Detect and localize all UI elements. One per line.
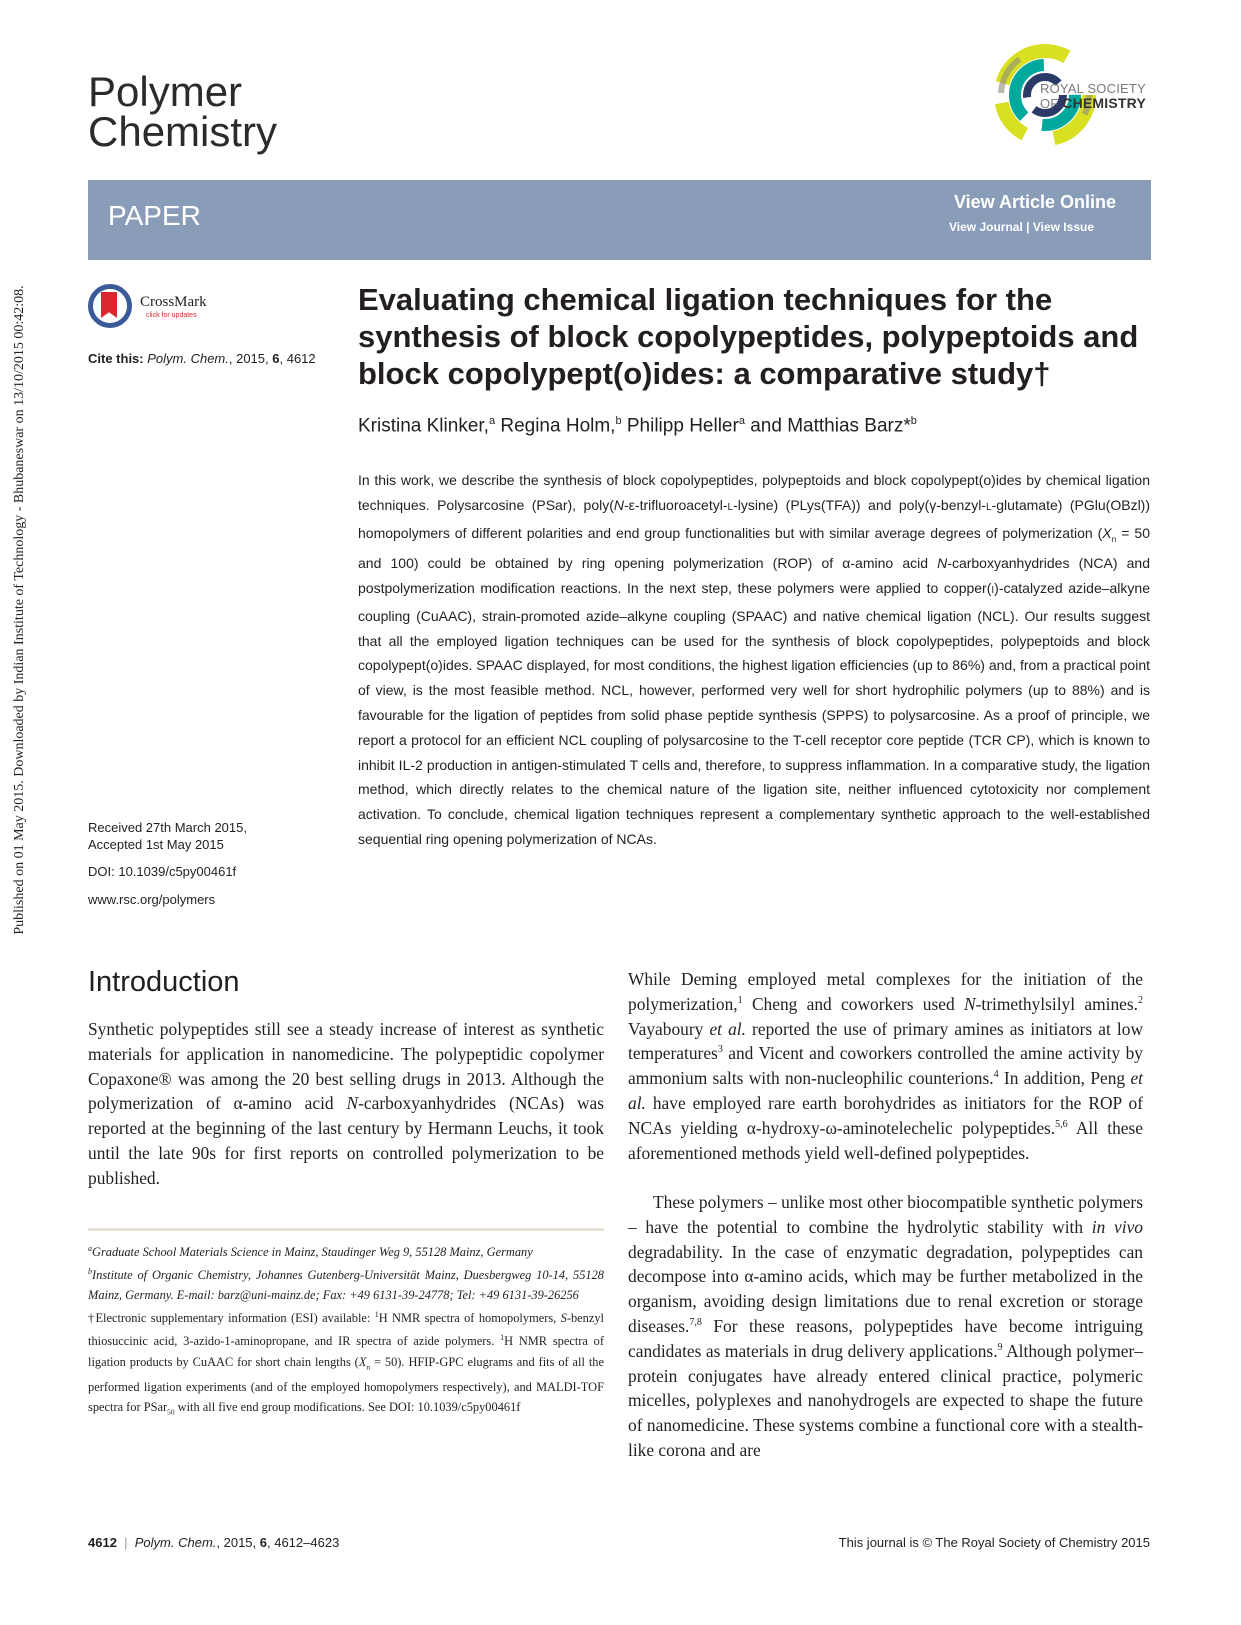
view-journal-link[interactable]: View Journal bbox=[949, 220, 1023, 234]
reference-link[interactable]: 3 bbox=[717, 1044, 723, 1056]
reference-link[interactable]: 7,8 bbox=[689, 1317, 702, 1329]
cite-volume: 6 bbox=[272, 351, 280, 366]
journal-website-link[interactable]: www.rsc.org/polymers bbox=[88, 892, 216, 907]
download-stamp bbox=[0, 0, 36, 1000]
page-number: 4612 bbox=[88, 1535, 117, 1550]
author-name: Kristina Klinker, bbox=[358, 415, 489, 437]
author-affiliation: b bbox=[910, 415, 917, 427]
reference-link[interactable]: 9 bbox=[997, 1341, 1003, 1353]
author-list bbox=[358, 415, 917, 437]
view-article-online-link[interactable]: View Article Online bbox=[953, 192, 1116, 212]
rsc-logo bbox=[990, 40, 1160, 150]
crossmark-badge[interactable] bbox=[88, 284, 238, 334]
cite-journal: Polym. Chem. bbox=[147, 351, 229, 366]
footnotes bbox=[88, 1239, 604, 1422]
author-affiliation: b bbox=[615, 415, 622, 427]
author-name: Philipp Heller bbox=[621, 415, 739, 437]
download-stamp-text: Published on 01 May 2015. Downloaded by Indian Institute of Technology - Bhubaneswar on 13/10/2015 00:42:08. bbox=[12, 285, 27, 935]
rsc-wordmark-line1: ROYAL SOCIETY bbox=[1040, 81, 1146, 96]
citation: Cite this: Polym. Chem., 2015, 6, 4612 bbox=[88, 351, 316, 366]
doi[interactable]: DOI: 10.1039/c5py00461f bbox=[88, 864, 237, 879]
received-date: Received 27th March 2015, bbox=[88, 820, 247, 835]
footnote-affiliation-b: $^b$Institute of Organic Chemistry, Johannes Gutenberg-Universität Mainz, Duesbergweg 10-14, 55128 Mainz, Germany. E-mail: barz@uni-mainz.de; Fax: +49 6131-39-24778; Tel: +49 6131-39-26256 bbox=[88, 1267, 604, 1303]
footnote-esi: †Electronic supplementary information (ESI) available: $^1$H NMR spectra of homopolymers, S-benzyl thiosuccinic acid, 3-azido-1-aminopropane, and IR spectra of azide polymers. $^1$H NMR spectra of ligation products by CuAAC for short chain lengths $(X_n = 50)$. HFIP-GPC elugrams and fits of all the performed ligation experiments (and of the employed homopolymers respectively), and MALDI-TOF spectra for PSar$_{50}$ with all five end group modifications. See DOI: 10.1039/c5py00461f bbox=[88, 1310, 604, 1417]
author-affiliation: a bbox=[738, 415, 745, 427]
view-links bbox=[949, 220, 1094, 234]
body-paragraph: While Deming employed metal complexes for the initiation of the polymerization,$^1$ Cheng and coworkers used N-trimethylsilyl amines.$^2$ Vayaboury et al. reported the use of primary amines as initiators at low temperatures$^3$ and Vicent and coworkers controlled the amine activity by ammonium salts with non-nucleophilic counterions.$^4$ In addition, Peng et al. have employed rare earth borohydrides as initiators for the ROP of NCAs yielding α-hydroxy-ω-aminotelechelic polypeptides.$^{5,6}$ All these aforementioned methods yield well-defined polypeptides. bbox=[628, 969, 1144, 1163]
view-issue-link[interactable]: View Issue bbox=[1032, 220, 1094, 234]
page-footer-left: 4612 | Polym. Chem., 2015, 6, 4612–4623 bbox=[88, 1535, 340, 1550]
abstract: In this work, we describe the synthesis of block copolypeptides, polypeptoids and block copolypept(o)ides by chemical ligation techniques. Polysarcosine (PSar), poly(N-ε-trifluoroacetyl-L-lysine) (PLys(TFA)) and poly(γ-benzyl-L-glutamate) (PGlu(OBzl)) homopolymers of different polarities and end group functionalities but with similar average degrees of polymerization ($X_n = 50$ and 100) could be obtained by ring opening polymerization (ROP) of α-amino acid N-carboxyanhydrides (NCA) and postpolymerization modification reactions. In the next step, these polymers were applied to copper(I)-catalyzed azide–alkyne coupling (CuAAC), strain-promoted azide–alkyne coupling (SPAAC) and native chemical ligation (NCL). Our results suggest that all the employed ligation techniques can be used for the synthesis of block copolypeptides, polypeptoids and block copolypept(o)ides. SPAAC displayed, for most conditions, the highest ligation efficiencies (up to 86%) and, from a practical point of view, is the most feasible method. NCL, however, performed very well for short hydrophilic polymers (up to 88%) and is favourable for the ligation of peptides from solid phase peptide synthesis (SPPS) to polysarcosine. As a proof of principle, we report a protocol for an efficient NCL coupling of polysarcosine to the T-cell receptor core peptide (TCR CP), which is known to inhibit IL-2 production in antigen-stimulated T cells and, therefore, to suppress inflammation. In a comparative study, the ligation method, which directly relates to the chemical nature of the ligation site, neither influenced cytotoxicity nor complement activation. To conclude, chemical ligation techniques represent a complementary synthetic approach to the well-established sequential ring opening polymerization of NCAs. bbox=[358, 472, 1151, 847]
reference-link[interactable]: 1 bbox=[737, 995, 743, 1006]
footnote-divider bbox=[88, 1228, 604, 1231]
page-footer-right: This journal is © The Royal Society of Chemistry 2015 bbox=[838, 1535, 1150, 1550]
author-name: Regina Holm, bbox=[495, 415, 616, 437]
article-type: PAPER bbox=[108, 200, 201, 231]
rsc-wordmark-line2: OF CHEMISTRY bbox=[1040, 95, 1146, 111]
reference-link[interactable]: 2 bbox=[1138, 995, 1143, 1006]
journal-title bbox=[88, 68, 278, 155]
crossmark-title: CrossMark bbox=[140, 294, 207, 310]
rsc-wordmark bbox=[1040, 82, 1146, 111]
view-links-separator: | bbox=[1022, 220, 1033, 234]
accepted-date: Accepted 1st May 2015 bbox=[88, 837, 224, 852]
author-affiliation: a bbox=[488, 415, 496, 427]
footnote-affiliation-a: $^a$Graduate School Materials Science in Mainz, Staudinger Weg 9, 55128 Mainz, Germany bbox=[88, 1244, 533, 1260]
article-banner bbox=[88, 180, 1151, 260]
author-name: and Matthias Barz* bbox=[744, 415, 911, 437]
body-paragraph: These polymers – unlike most other biocompatible synthetic polymers – have the potential to combine the hydrolytic stability with in vivo degradability. In the case of enzymatic degradation, polypeptides can decompose into α-amino acids, which may be further metabolized in the organism, avoiding design limitations due to renal excretion or storage diseases.$^{7,8}$ For these reasons, polypeptides have become intriguing candidates as materials in drug delivery applications.$^9$ Although polymer–protein conjugates have already entered clinical practice, polymeric micelles, polyplexes and nanohydrogels are expected to shape the future of nanomedicine. These systems combine a functional core with a stealth-like corona and are bbox=[628, 1192, 1143, 1460]
article-title: Evaluating chemical ligation techniques for the synthesis of block copolypeptides, polypeptoids and block copolypept(o)ides: a comparative study† bbox=[358, 282, 1139, 391]
body-paragraph: Synthetic polypeptides still see a steady increase of interest as synthetic materials for application in nanomedicine. The polypeptidic copolymer Copaxone® was among the 20 best selling drugs in 2013. Although the polymerization of α-amino acid N-carboxyanhydrides (NCAs) was reported at the beginning of the last century by Hermann Leuchs, it took until the late 90s for first reports on controlled polymerization to be published. bbox=[88, 1019, 604, 1188]
journal-title-line2: Chemistry bbox=[88, 108, 278, 155]
history-dates bbox=[88, 819, 348, 853]
reference-link[interactable]: 4 bbox=[993, 1069, 999, 1081]
crossmark-subtitle: click for updates bbox=[146, 312, 197, 319]
journal-title-line1: Polymer bbox=[88, 68, 243, 115]
reference-link[interactable]: 5,6 bbox=[1055, 1118, 1068, 1130]
section-heading-introduction: Introduction bbox=[88, 966, 240, 998]
cite-label: Cite this: bbox=[88, 351, 148, 366]
